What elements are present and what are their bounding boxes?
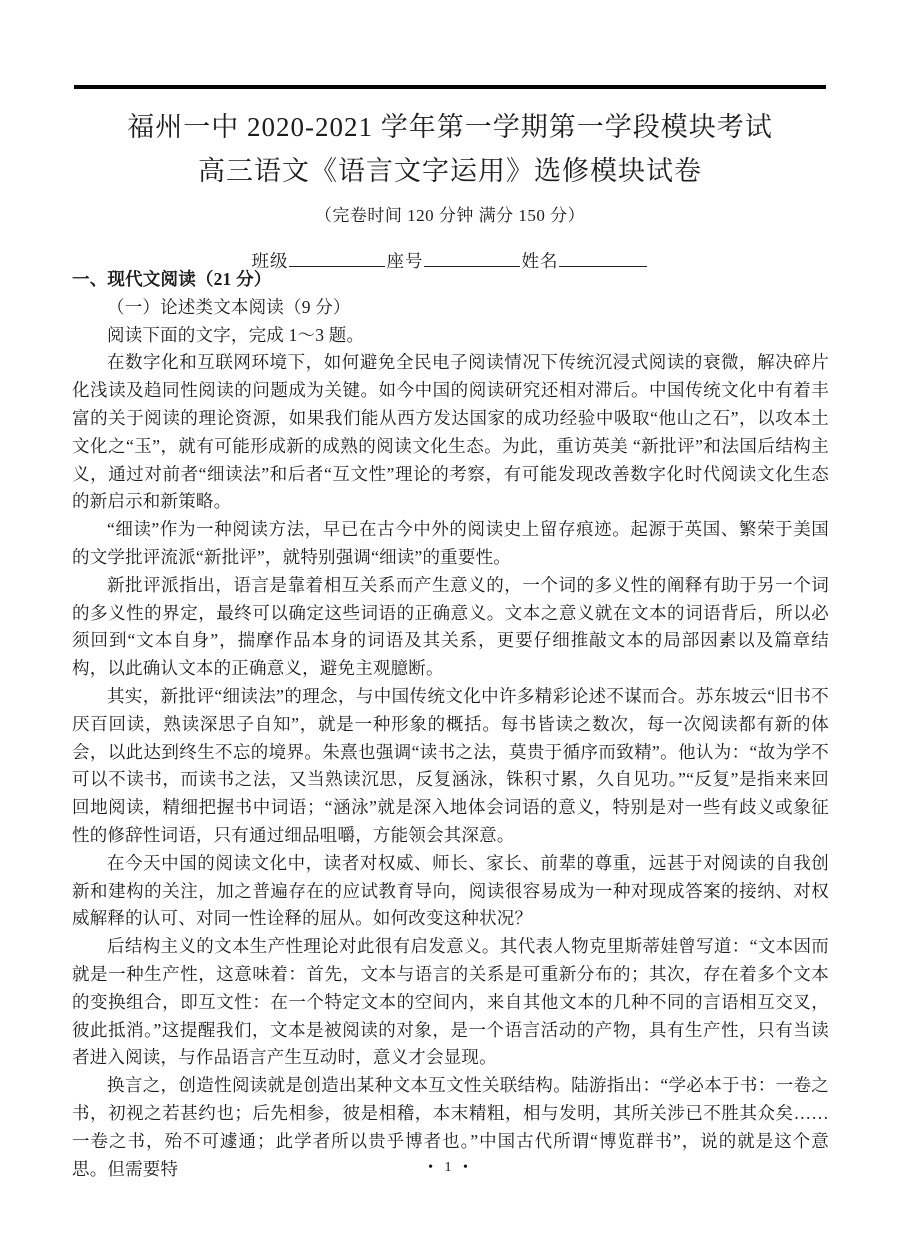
passage-paragraph-7: 换言之，创造性阅读就是创造出某种文本互文性关联结构。陆游指出：“学必本于书：一卷之书，初视之若甚约也；后先相参，彼是相稽，本末精粗，相与发明，其所关涉已不胜其众矣……一卷之书，殆不可遽通；此学者所以贵乎博者也。”中国古代所谓“博览群书”，说的就是这个意思。但需要特 bbox=[72, 1075, 829, 1179]
seat-label: 座号 bbox=[386, 251, 424, 271]
class-label: 班级 bbox=[251, 251, 289, 271]
passage-paragraph-2: “细读”作为一种阅读方法，早已在古今中外的阅读史上留存痕迹。起源于英国、繁荣于美国的文学批评流派“新批评”，就特别强调“细读”的重要性。 bbox=[72, 519, 829, 567]
page-number: • 1 • bbox=[428, 1160, 472, 1175]
passage-paragraph-3: 新批评派指出，语言是靠着相互关系而产生意义的，一个词的多义性的阐释有助于另一个词的多义性的界定，最终可以确定这些词语的正确意义。文本之意义就在文本的词语背后，所以必须回到“文本自身”，揣摩作品本身的词语及其关系，更要仔细推敲文本的局部因素以及篇章结构，以此确认文本的正确意义，避免主观臆断。 bbox=[72, 574, 829, 679]
section-heading-modern-reading: 一、现代文阅读（21 分） bbox=[72, 269, 272, 289]
exam-header bbox=[0, 108, 900, 274]
subsection-heading-argumentative-reading: （一）论述类文本阅读（9 分） bbox=[107, 296, 351, 317]
exam-time-score-info: （完卷时间 120 分钟 满分 150 分） bbox=[314, 206, 586, 225]
name-blank-input[interactable] bbox=[559, 249, 647, 267]
class-blank-input[interactable] bbox=[289, 249, 385, 267]
exam-title: 福州一中 2020-2021 学年第一学期第一学段模块考试 bbox=[127, 112, 773, 142]
passage-paragraph-5: 在今天中国的阅读文化中，读者对权威、师长、家长、前辈的尊重，远甚于对阅读的自我创新和建构的关注，加之普遍存在的应试教育导向，阅读很容易成为一种对现成答案的接纳、对权威解释的认可、对同一性诠释的屈从。如何改变这种状况？ bbox=[72, 852, 829, 929]
exam-subtitle: 高三语文《语言文字运用》选修模块试卷 bbox=[198, 156, 702, 186]
name-label: 姓名 bbox=[521, 251, 559, 271]
passage-paragraph-6: 后结构主义的文本生产性理论对此很有启发意义。其代表人物克里斯蒂娃曾写道：“文本因而就是一种生产性，这意味着：首先，文本与语言的关系是可重新分布的；其次，存在着多个文本的变换组合，即互文性：在一个特定文本的空间内，来自其他文本的几种不同的言语相互交叉，彼此抵消。”这提醒我们，文本是被阅读的对象，是一个语言活动的产物，具有生产性，只有当读者进入阅读，与作品语言产生互动时，意义才会显现。 bbox=[72, 936, 829, 1068]
header-rule bbox=[74, 85, 826, 89]
exam-body bbox=[72, 266, 829, 1183]
seat-blank-input[interactable] bbox=[424, 249, 520, 267]
passage-paragraph-1: 在数字化和互联网环境下，如何避免全民电子阅读情况下传统沉浸式阅读的衰微，解决碎片化浅读及趋同性阅读的问题成为关键。如今中国的阅读研究还相对滞后。中国传统文化中有着丰富的关于阅读的理论资源，如果我们能从西方发达国家的成功经验中吸取“他山之石”，以攻本土文化之“玉”，就有可能形成新的成熟的阅读文化生态。为此，重访英美 “新批评”和法国后结构主义，通过对前者“细读法”和后者“互文性”理论的考察，有可能发现改善数字化时代阅读文化生态的新启示和新策略。 bbox=[72, 352, 829, 512]
passage-paragraph-4: 其实，新批评“细读法”的理念，与中国传统文化中许多精彩论述不谋而合。苏东坡云“旧书不厌百回读，熟读深思子自知”，就是一种形象的概括。每书皆读之数次，每一次阅读都有新的体会，以此达到终生不忘的境界。朱熹也强调“读书之法，莫贵于循序而致精”。他认为：“故为学不可以不读书，而读书之法，又当熟读沉思，反复涵泳，铢积寸累，久自见功。”“反复”是指来来回回地阅读，精细把握书中词语；“涵泳”就是深入地体会词语的意义，特别是对一些有歧义或象征性的修辞性词语，只有通过细品咀嚼，方能领会其深意。 bbox=[72, 685, 829, 845]
reading-instruction: 阅读下面的文字，完成 1～3 题。 bbox=[107, 324, 365, 345]
